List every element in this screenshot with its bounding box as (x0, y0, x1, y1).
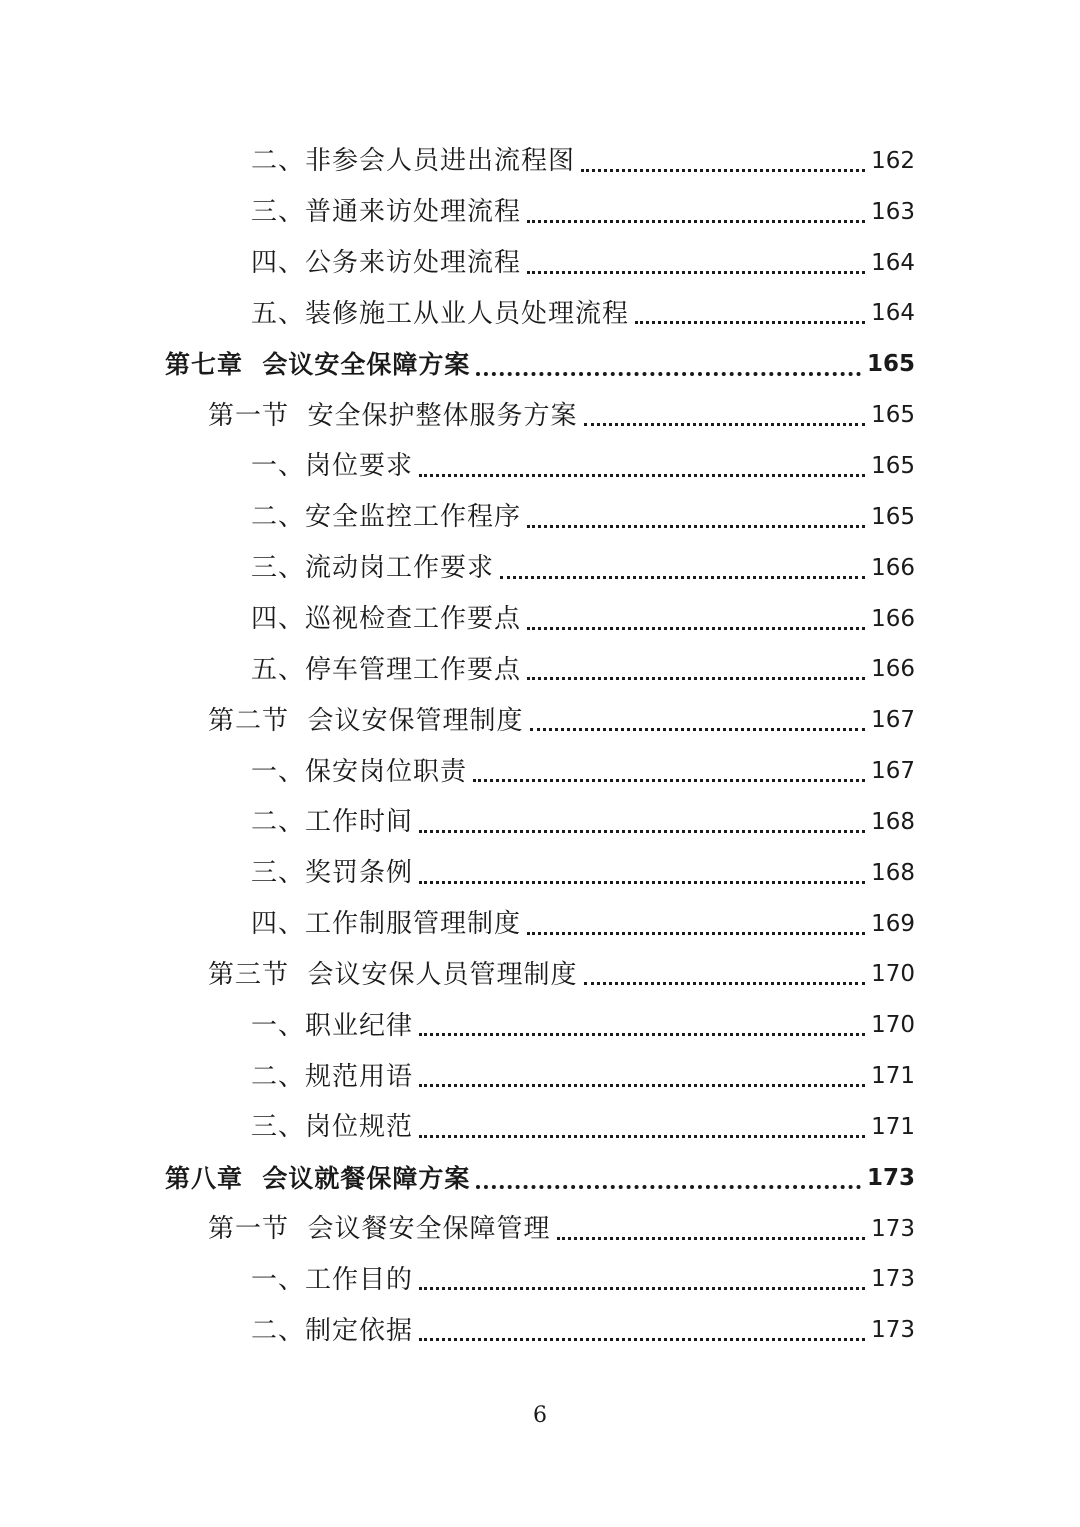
toc-entry-item[interactable] (0, 289, 1080, 340)
toc-entry-label: 四、巡视检查工作要点 (251, 604, 522, 635)
toc-entry-label: 第一节 会议餐安全保障管理 (208, 1214, 551, 1245)
toc-entry-page: 173 (871, 1215, 915, 1242)
toc-entry-item[interactable] (0, 238, 1080, 289)
dot-leader (473, 779, 865, 782)
toc-entry-page: 164 (871, 249, 915, 276)
toc-entry-item[interactable] (0, 1102, 1080, 1153)
toc-entry-chapter[interactable] (0, 1153, 1080, 1204)
dot-leader (527, 525, 865, 528)
dot-leader (419, 830, 865, 833)
toc-entry-item[interactable] (0, 187, 1080, 238)
toc-entry-label: 四、公务来访处理流程 (251, 248, 522, 279)
toc-entry-section[interactable] (0, 1204, 1080, 1255)
toc-entry-item[interactable] (0, 543, 1080, 594)
toc-entry-page: 168 (871, 859, 915, 886)
toc-entry-chapter[interactable] (0, 339, 1080, 390)
toc-entry-item[interactable] (0, 1255, 1080, 1306)
dot-leader (527, 220, 865, 223)
dot-leader (419, 1033, 865, 1036)
toc-entry-page: 163 (871, 198, 915, 225)
toc-entry-label: 二、制定依据 (251, 1315, 414, 1346)
toc-entry-page: 173 (871, 1266, 915, 1293)
toc-entry-page: 169 (871, 910, 915, 937)
toc-entry-section[interactable] (0, 950, 1080, 1001)
toc-entry-label: 一、职业纪律 (251, 1010, 414, 1041)
toc-entry-label: 二、工作时间 (251, 807, 414, 838)
toc-entry-page: 166 (871, 554, 915, 581)
toc-entry-page: 167 (871, 758, 915, 785)
toc-entry-item[interactable] (0, 899, 1080, 950)
toc-entry-page: 164 (871, 300, 915, 327)
toc-entry-page: 173 (871, 1317, 915, 1344)
dot-leader (635, 321, 865, 324)
toc-entry-item[interactable] (0, 1051, 1080, 1102)
toc-entry-label: 一、保安岗位职责 (251, 756, 468, 787)
toc-entry-label: 五、装修施工从业人员处理流程 (251, 298, 630, 329)
dot-leader (419, 1084, 865, 1087)
toc-entry-item[interactable] (0, 797, 1080, 848)
toc-entry-page: 173 (866, 1164, 915, 1191)
toc-entry-item[interactable] (0, 136, 1080, 187)
dot-leader (557, 1237, 866, 1240)
toc-entry-section[interactable] (0, 695, 1080, 746)
toc-entry-label: 三、普通来访处理流程 (251, 197, 522, 228)
dot-leader (476, 1185, 861, 1189)
toc-entry-label: 五、停车管理工作要点 (251, 654, 522, 685)
dot-leader (419, 474, 865, 477)
toc-entry-page: 171 (871, 1113, 915, 1140)
toc-entry-page: 162 (871, 147, 915, 174)
toc-entry-item[interactable] (0, 746, 1080, 797)
toc-entry-item[interactable] (0, 848, 1080, 899)
toc-entry-item[interactable] (0, 1000, 1080, 1051)
toc-entry-page: 166 (871, 656, 915, 683)
toc-entry-label: 第八章 会议就餐保障方案 (165, 1163, 471, 1193)
dot-leader (419, 1287, 865, 1290)
dot-leader (527, 627, 865, 630)
toc-entry-label: 三、流动岗工作要求 (251, 553, 495, 584)
page-number: 6 (533, 1403, 547, 1428)
dot-leader (527, 932, 865, 935)
toc-entry-label: 一、岗位要求 (251, 451, 414, 482)
toc-entry-label: 二、规范用语 (251, 1061, 414, 1092)
toc-entry-label: 三、奖罚条例 (251, 858, 414, 889)
toc-entry-page: 167 (871, 707, 915, 734)
toc-entry-page: 166 (871, 605, 915, 632)
table-of-contents (0, 136, 1080, 1356)
dot-leader (419, 1338, 865, 1341)
dot-leader (584, 423, 866, 426)
toc-entry-page: 165 (866, 351, 915, 378)
toc-entry-page: 168 (871, 808, 915, 835)
toc-entry-label: 四、工作制服管理制度 (251, 909, 522, 940)
toc-entry-page: 171 (871, 1063, 915, 1090)
toc-entry-page: 170 (871, 961, 915, 988)
toc-entry-label: 一、工作目的 (251, 1264, 414, 1295)
dot-leader (419, 881, 865, 884)
toc-entry-label: 二、安全监控工作程序 (251, 502, 522, 533)
toc-entry-item[interactable] (0, 441, 1080, 492)
toc-entry-label: 三、岗位规范 (251, 1112, 414, 1143)
toc-entry-page: 165 (871, 503, 915, 530)
toc-entry-page: 170 (871, 1012, 915, 1039)
dot-leader (530, 728, 866, 731)
toc-entry-item[interactable] (0, 644, 1080, 695)
dot-leader (581, 169, 865, 172)
toc-entry-label: 二、非参会人员进出流程图 (251, 146, 576, 177)
toc-entry-section[interactable] (0, 390, 1080, 441)
toc-entry-label: 第三节 会议安保人员管理制度 (208, 959, 578, 990)
toc-entry-label: 第一节 安全保护整体服务方案 (208, 400, 578, 431)
toc-entry-page: 165 (871, 402, 915, 429)
dot-leader (527, 677, 865, 680)
toc-entry-item[interactable] (0, 492, 1080, 543)
toc-entry-item[interactable] (0, 1305, 1080, 1356)
dot-leader (527, 271, 865, 274)
toc-entry-label: 第七章 会议安全保障方案 (165, 350, 471, 380)
dot-leader (476, 372, 861, 376)
dot-leader (419, 1135, 865, 1138)
dot-leader (500, 576, 865, 579)
dot-leader (584, 982, 866, 985)
toc-entry-label: 第二节 会议安保管理制度 (208, 705, 524, 736)
toc-entry-page: 165 (871, 452, 915, 479)
toc-entry-item[interactable] (0, 594, 1080, 645)
